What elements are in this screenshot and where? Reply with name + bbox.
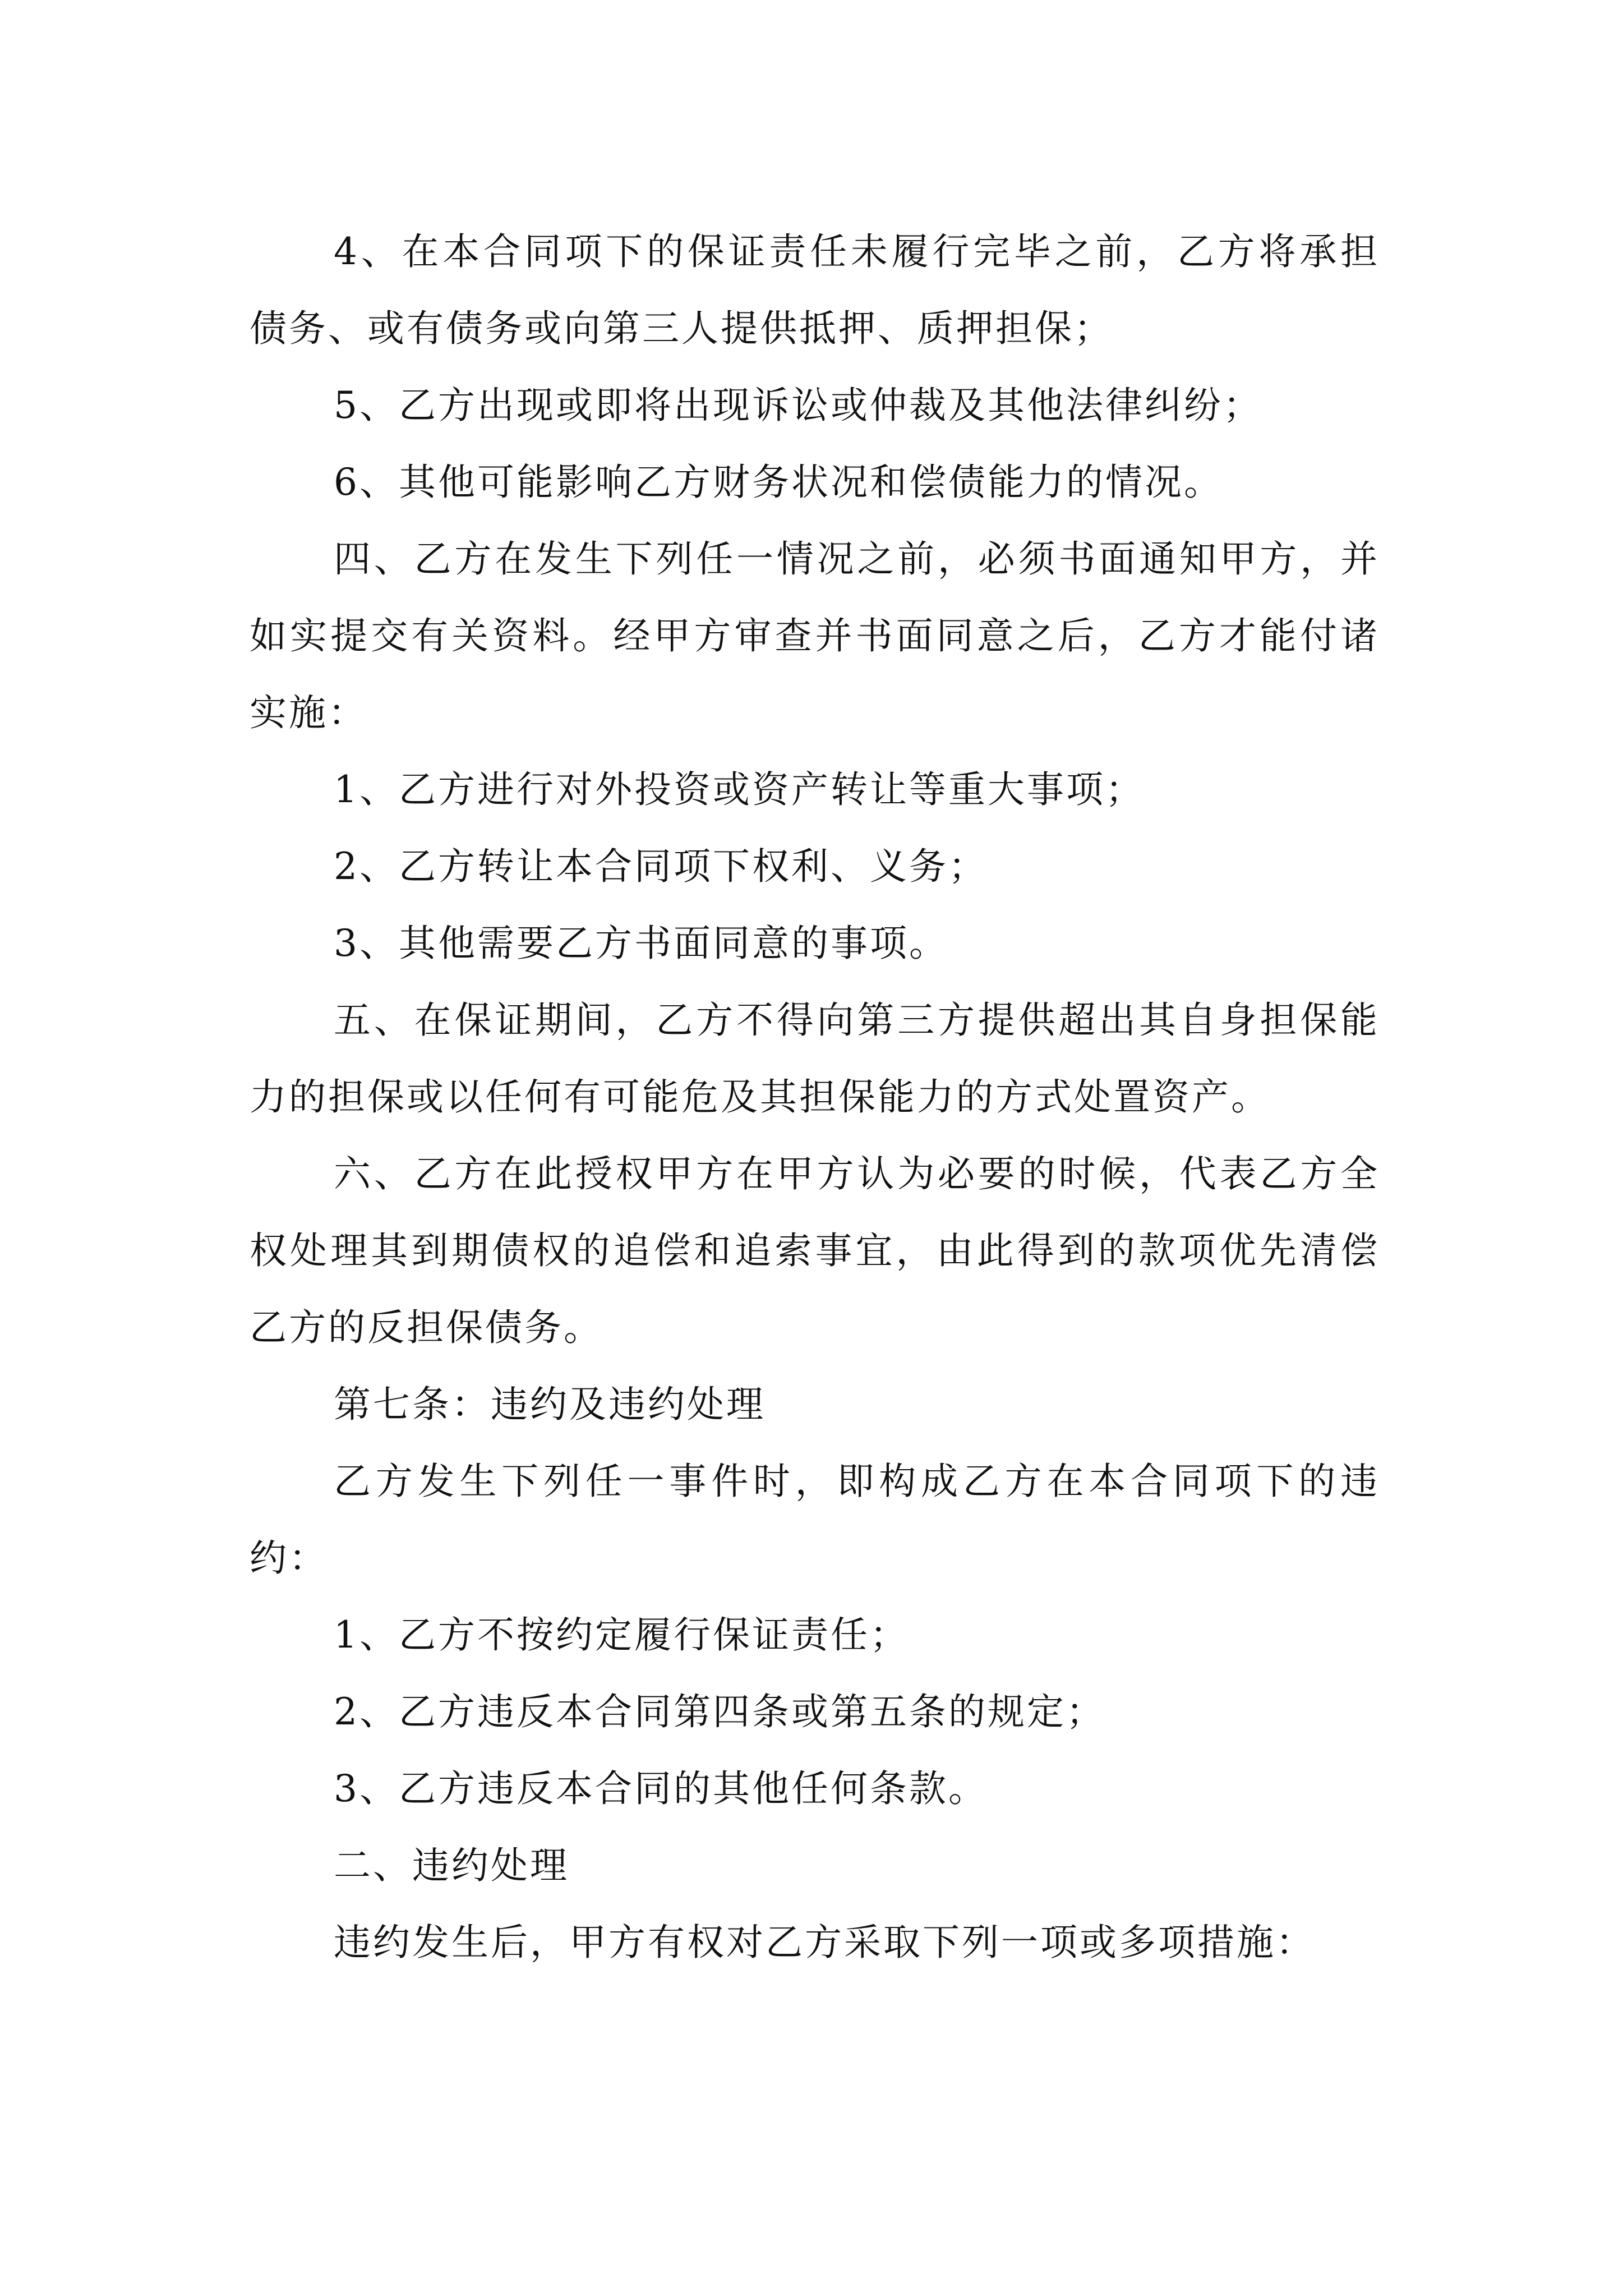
clause-4-paragraph: 4、在本合同项下的保证责任未履行完毕之前，乙方将承担债务、或有债务或向第三人提供抵押、质押担保； [250, 230, 1380, 350]
article-7-heading: 第七条：违约及违约处理 [334, 1383, 766, 1426]
breach-handling-paragraph: 违约发生后，甲方有权对乙方采取下列一项或多项措施： [334, 1921, 1315, 1964]
breach-item-3: 3、乙方违反本合同的其他任何条款。 [334, 1767, 988, 1810]
breach-handling-heading: 二、违约处理 [334, 1844, 569, 1887]
section-4-item-2: 2、乙方转让本合同项下权利、义务； [334, 845, 988, 888]
document-body [250, 213, 1380, 1981]
section-5-paragraph: 五、在保证期间，乙方不得向第三方提供超出其自身担保能力的担保或以任何有可能危及其担保能力的方式处置资产。 [250, 999, 1380, 1119]
breach-intro-paragraph: 乙方发生下列任一事件时，即构成乙方在本合同项下的违约： [250, 1460, 1380, 1580]
clause-5-paragraph: 5、乙方出现或即将出现诉讼或仲裁及其他法律纠纷； [334, 384, 1262, 427]
section-4-item-3: 3、其他需要乙方书面同意的事项。 [334, 922, 948, 965]
section-4-item-1: 1、乙方进行对外投资或资产转让等重大事项； [334, 768, 1145, 811]
clause-6-paragraph: 6、其他可能影响乙方财务状况和偿债能力的情况。 [334, 461, 1223, 504]
section-6-paragraph: 六、乙方在此授权甲方在甲方认为必要的时候，代表乙方全权处理其到期债权的追偿和追索事宜，由此得到的款项优先清偿乙方的反担保债务。 [250, 1152, 1380, 1349]
breach-item-2: 2、乙方违反本合同第四条或第五条的规定； [334, 1690, 1105, 1733]
section-4-paragraph: 四、乙方在发生下列任一情况之前，必须书面通知甲方，并如实提交有关资料。经甲方审查并书面同意之后，乙方才能付诸实施： [250, 537, 1380, 734]
breach-item-1: 1、乙方不按约定履行保证责任； [334, 1613, 909, 1657]
